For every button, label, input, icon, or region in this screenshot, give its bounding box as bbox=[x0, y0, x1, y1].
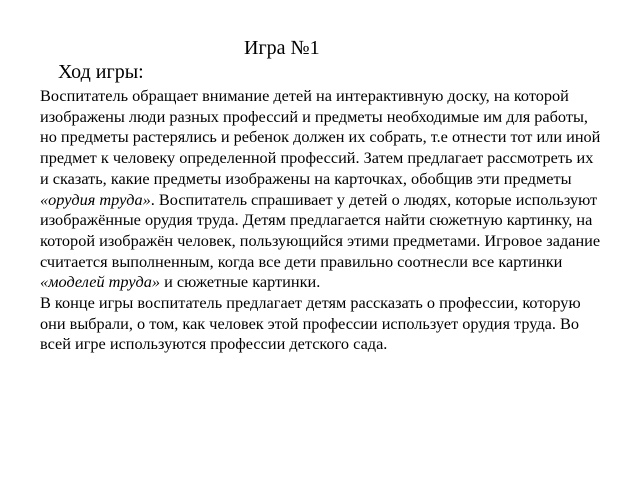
paragraph-text-part-1: Воспитатель обращает внимание детей на интерактивную доску, на которой изображены люди разных профессий и предметы необходимые им для работы, но предметы растерялись и ребенок должен их собрать, т.е отнести тот или иной предмет к человеку определенной профессий. Затем предлагает рассмотреть их и сказать, какие предметы изображены на карточках, обобщив эти предметы bbox=[40, 86, 601, 188]
paragraph-text-part-3: и сюжетные картинки. bbox=[160, 272, 321, 292]
paragraph-game-end: В конце игры воспитатель предлагает детям рассказать о профессии, которую они выбрали, о том, как человек этой профессии использует орудия труда. Во всей игре используются профессии детского сада. bbox=[40, 293, 581, 354]
emphasis-labor-models: «моделей труда» bbox=[40, 272, 161, 292]
slide-subtitle: Ход игры: bbox=[58, 61, 144, 83]
paragraph-text-part-2: . Воспитатель спрашивает у детей о людях, которые используют изображённые орудия труда. Детям предлагается найти сюжетную картинку, на которой изображён человек, пользующийся этими предметами. Игровое задание считается выполненным, когда все дети правильно соотнесли все картинки bbox=[40, 189, 601, 271]
paragraph-game-process bbox=[40, 86, 604, 293]
emphasis-tools-of-labor: «орудия труда» bbox=[40, 189, 151, 209]
slide-title: Игра №1 bbox=[244, 37, 320, 59]
game-description bbox=[40, 86, 604, 355]
